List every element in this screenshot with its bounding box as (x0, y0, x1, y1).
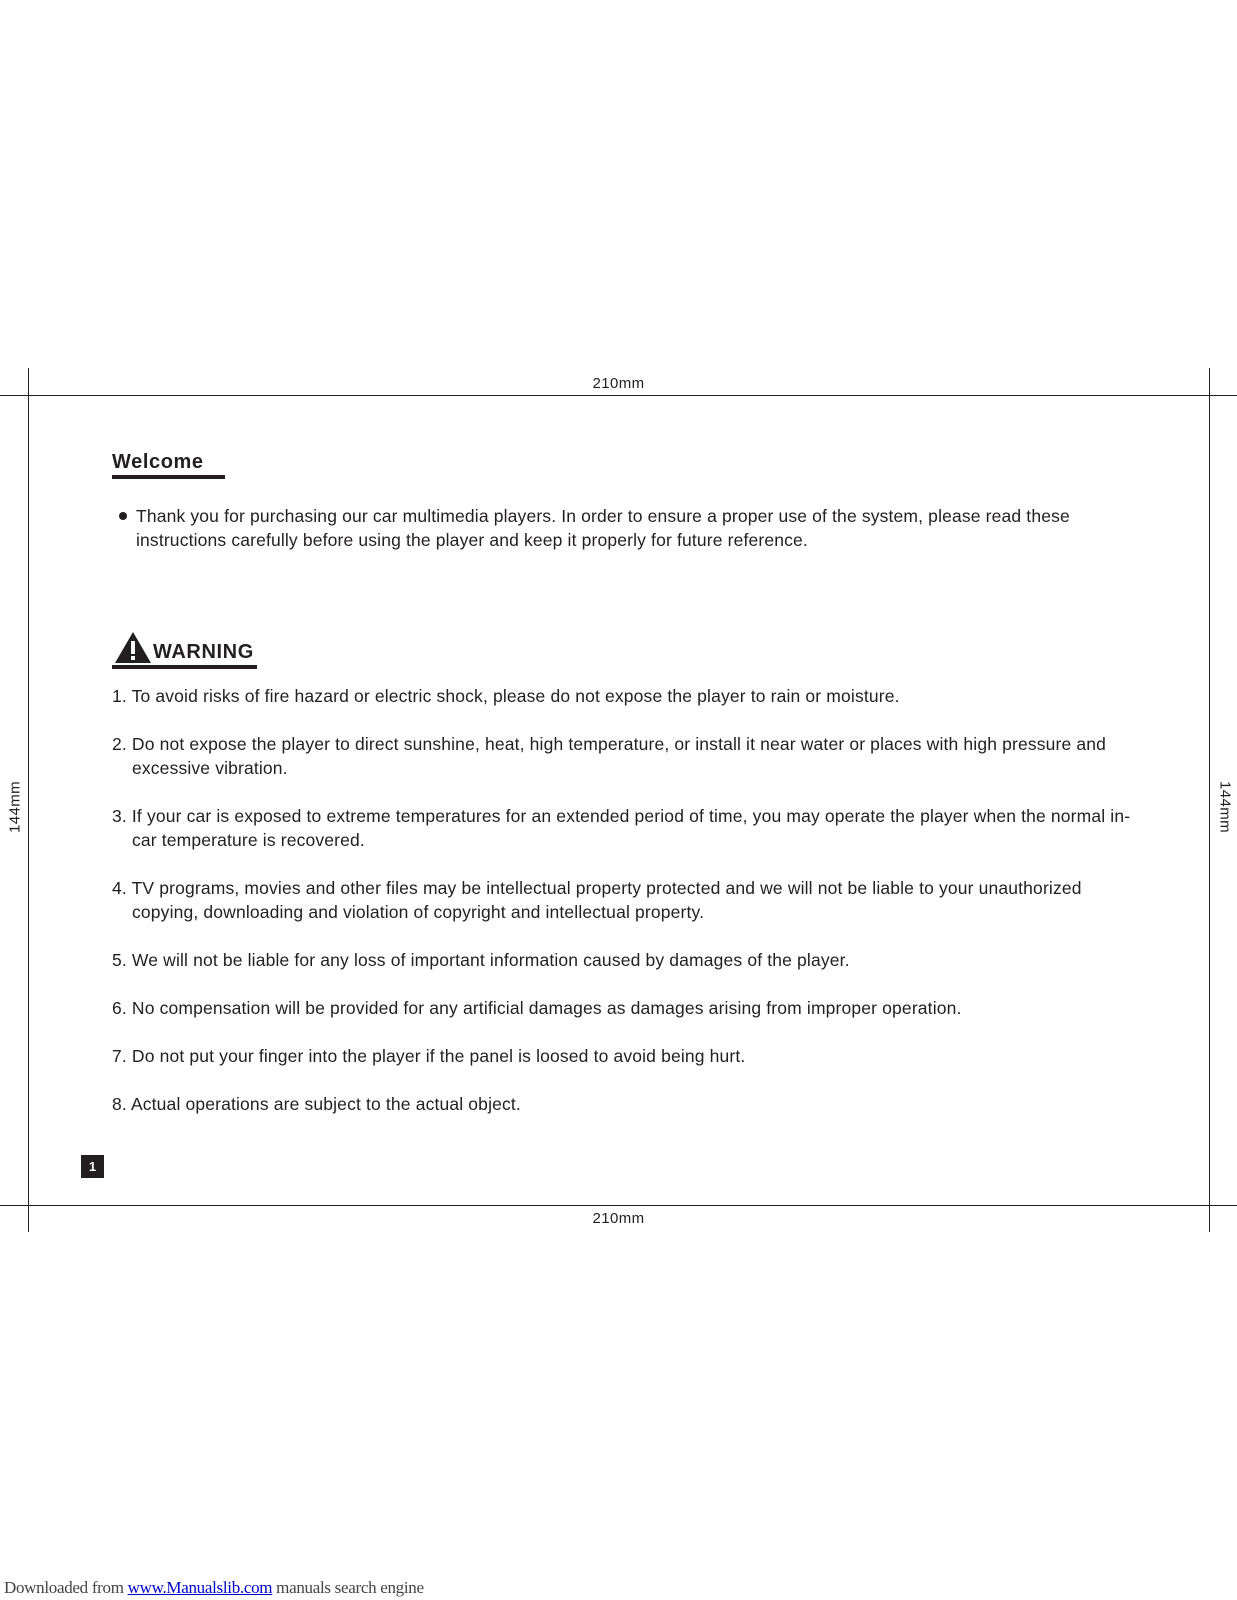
left-dimension-label: 144mm (6, 780, 24, 834)
warning-item-1: 1. To avoid risks of fire hazard or electric shock, please do not expose the player to rain or moisture. (112, 686, 900, 706)
manualslib-link[interactable]: www.Manualslib.com (127, 1578, 273, 1597)
welcome-text: Thank you for purchasing our car multimedia players. In order to ensure a proper use of the system, please read these instructions carefully before using the player and keep it properly for future reference. (136, 506, 1070, 550)
warning-item-8: 8. Actual operations are subject to the actual object. (112, 1094, 521, 1114)
page-number-badge (81, 1155, 104, 1178)
bottom-dimension-label: 210mm (592, 1210, 645, 1227)
warning-triangle-icon (114, 631, 152, 664)
welcome-bullet (119, 512, 127, 520)
warning-item-5: 5. We will not be liable for any loss of important information caused by damages of the player. (112, 950, 850, 970)
page-number: 1 (88, 1159, 97, 1174)
welcome-heading: Welcome (112, 451, 204, 473)
right-dimension-label: 144mm (1216, 780, 1234, 834)
warning-item-7: 7. Do not put your finger into the player if the panel is loosed to avoid being hurt. (112, 1046, 746, 1066)
right-crop-mark (1209, 368, 1210, 1232)
warning-item-2: 2. Do not expose the player to direct sunshine, heat, high temperature, or install it near water or places with high pressure and excessive vibration. (112, 734, 1107, 778)
top-dimension-label: 210mm (592, 375, 645, 392)
footer-suffix: manuals search engine (272, 1578, 424, 1597)
warning-underline (112, 665, 257, 669)
footer-prefix: Downloaded from (4, 1578, 128, 1597)
download-footer (4, 1578, 424, 1598)
warning-item-6: 6. No compensation will be provided for any artificial damages as damages arising from improper operation. (112, 998, 962, 1018)
warning-heading: WARNING (153, 641, 254, 663)
bottom-trim-line (0, 1205, 1237, 1206)
top-trim-line (0, 395, 1237, 396)
warning-list (112, 684, 1132, 1116)
warning-item-3: 3. If your car is exposed to extreme temperatures for an extended period of time, you may operate the player when the normal in-car temperature is recovered. (112, 806, 1131, 850)
welcome-underline (112, 475, 225, 479)
left-crop-mark (28, 368, 29, 1232)
warning-item-4: 4. TV programs, movies and other files may be intellectual property protected and we will not be liable to your unauthorized copying, downloading and violation of copyright and intellectual property. (112, 878, 1082, 922)
